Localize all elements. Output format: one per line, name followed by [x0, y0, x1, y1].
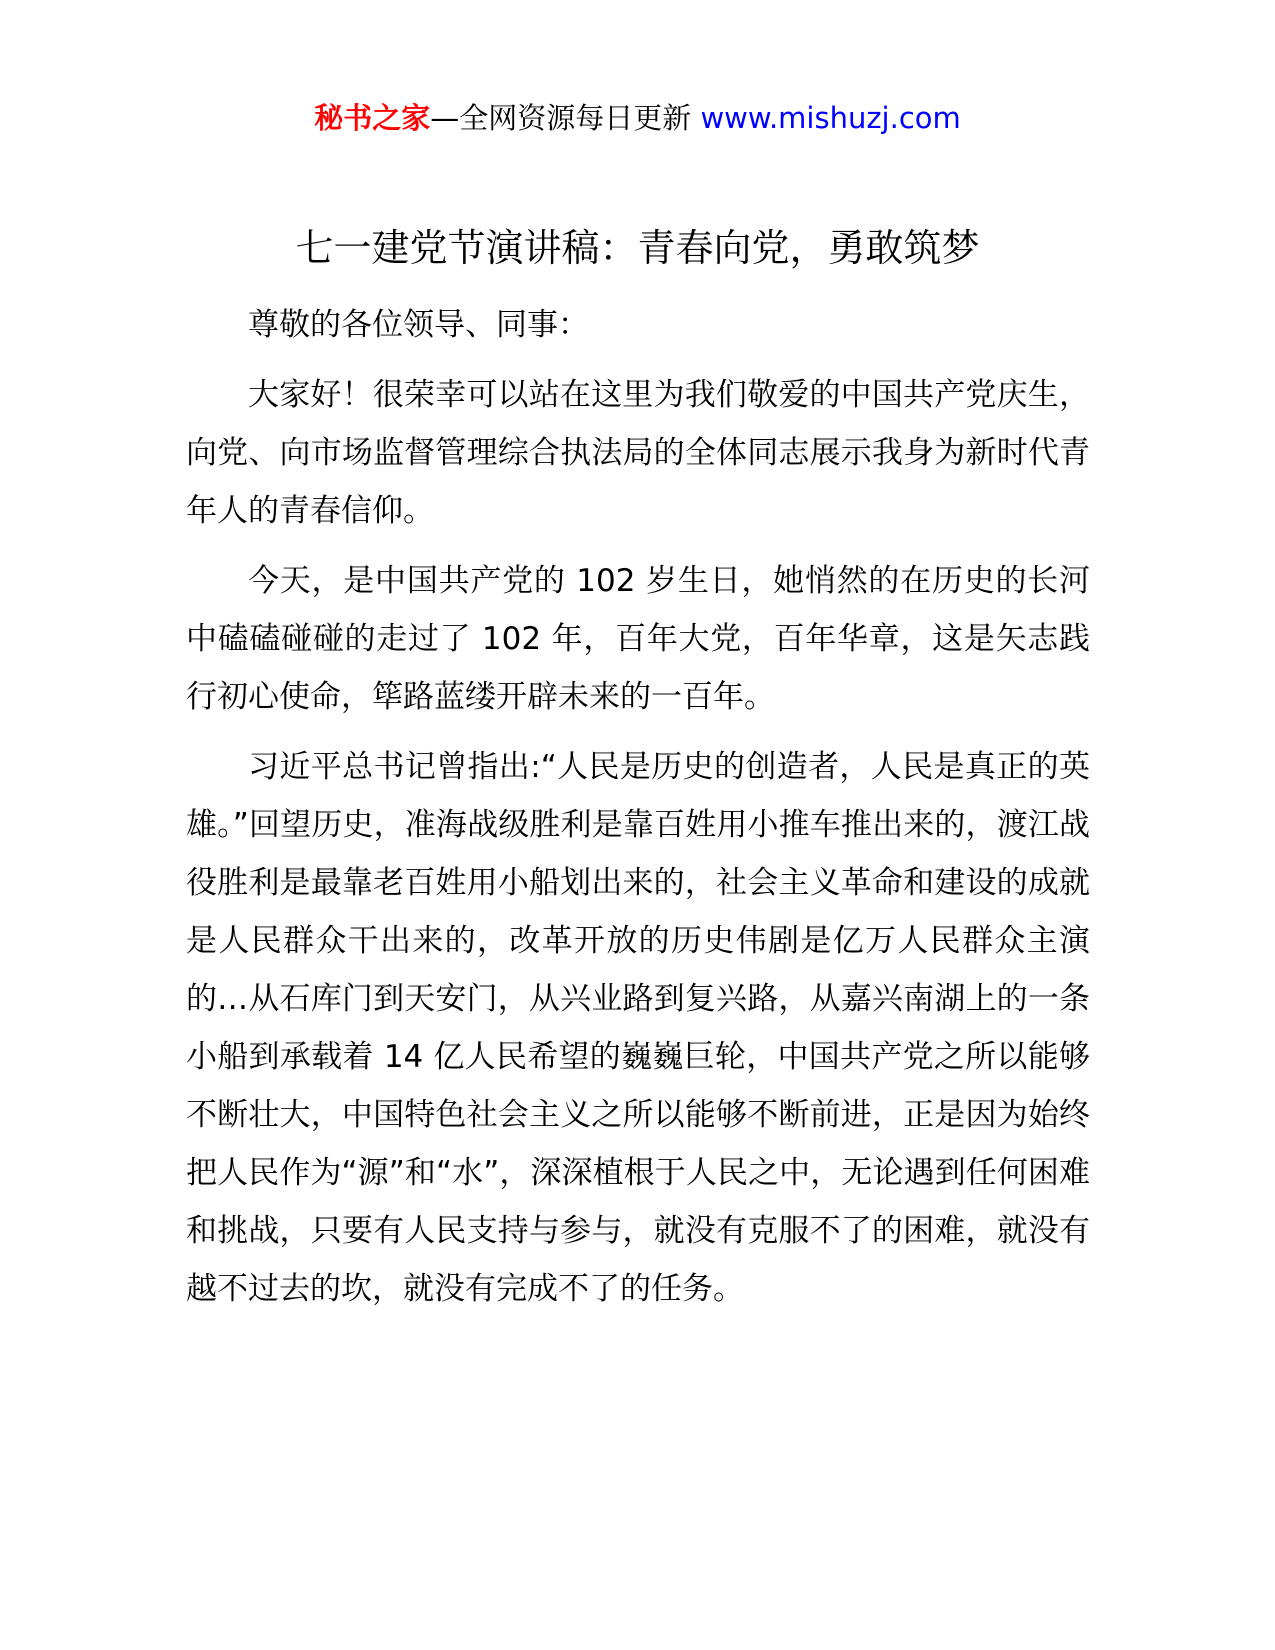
- paragraph: 习近平总书记曾指出:“人民是历史的创造者，人民是真正的英雄。”回望历史，准海战级胜利是靠百姓用小推车推出来的，渡江战役胜利是最靠老百姓用小船划出来的，社会主义革命和建设的成就是人民群众干出来的，改革开放的历史伟剧是亿万人民群众主演的…从石库门到天安门，从兴业路到复兴路，从嘉兴南湖上的一条小船到承载着 14 亿人民希望的巍巍巨轮，中国共产党之所以能够不断壮大，中国特色社会主义之所以能够不断前进，正是因为始终把人民作为“源”和“水”，深深植根于人民之中，无论遇到任何困难和挑战，只要有人民支持与参与，就没有克服不了的困难，就没有越不过去的坎，就没有完成不了的任务。: [186, 749, 1090, 1307]
- header-slogan: —全网资源每日更新: [430, 101, 701, 135]
- greeting: 尊敬的各位领导、同事：: [248, 307, 589, 343]
- site-url-link[interactable]: www.mishuzj.com: [700, 101, 961, 135]
- document-body: [186, 296, 1090, 1330]
- document-title: 七一建党节演讲稿：青春向党，勇敢筑梦: [295, 226, 980, 270]
- paragraph: 今天，是中国共产党的 102 岁生日，她悄然的在历史的长河中磕磕碰碰的走过了 102 年，百年大党，百年华章，这是矢志践行初心使命，筚路蓝缕开辟未来的一百年。: [186, 563, 1090, 715]
- brand-name: 秘书之家: [314, 101, 431, 135]
- paragraph: 大家好！很荣幸可以站在这里为我们敬爱的中国共产党庆生，向党、向市场监督管理综合执法局的全体同志展示我身为新时代青年人的青春信仰。: [186, 377, 1090, 529]
- site-header: [0, 98, 1275, 138]
